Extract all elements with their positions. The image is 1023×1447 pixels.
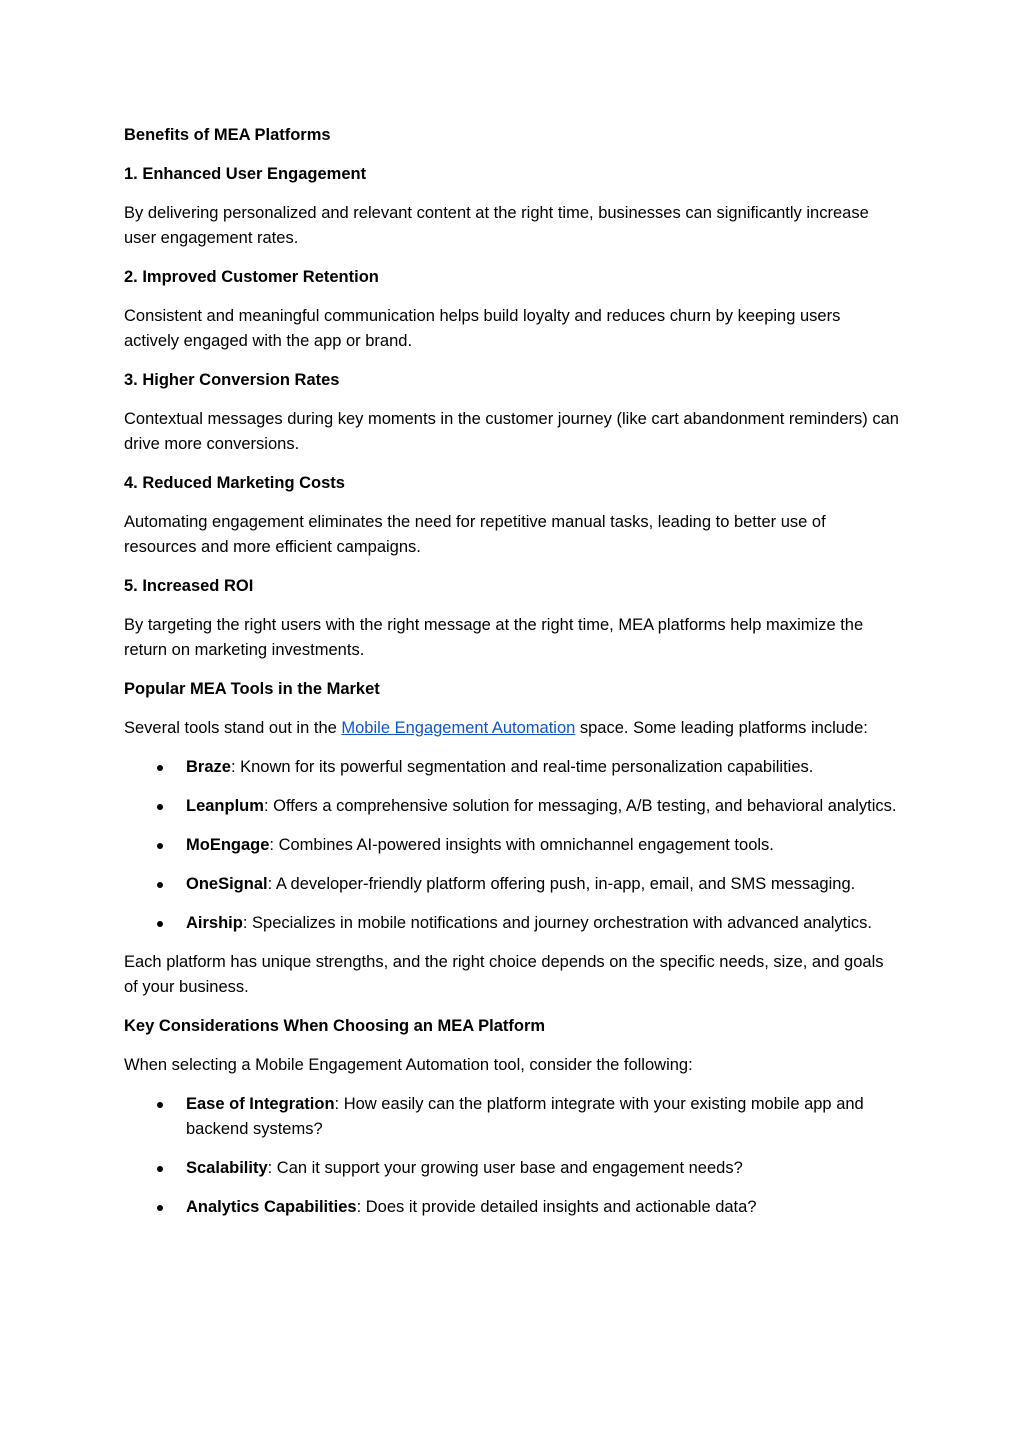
bullet-icon (157, 765, 163, 771)
bullet-icon (157, 1205, 163, 1211)
tool-name: Airship (186, 914, 243, 932)
list-item (124, 1195, 899, 1220)
considerations-list (124, 1092, 899, 1220)
tools-outro: Each platform has unique strengths, and the right choice depends on the specific needs, size, and goals of your business. (124, 953, 884, 996)
benefit-text-conversion: Contextual messages during key moments in the customer journey (like cart abandonment reminders) can drive more conversions. (124, 410, 899, 453)
list-item (124, 872, 899, 897)
benefit-text-retention: Consistent and meaningful communication helps build loyalty and reduces churn by keeping users actively engaged with the app or brand. (124, 307, 841, 350)
tools-intro (124, 716, 899, 741)
consideration-name: Scalability (186, 1159, 268, 1177)
tool-desc: : A developer-friendly platform offering push, in-app, email, and SMS messaging. (267, 875, 856, 893)
tool-name: Braze (186, 758, 231, 776)
tools-list (124, 755, 899, 936)
tool-desc: : Specializes in mobile notifications and journey orchestration with advanced analytics. (242, 914, 873, 932)
tools-intro-before: Several tools stand out in the (124, 719, 342, 737)
bullet-icon (157, 882, 163, 888)
list-item (124, 833, 899, 858)
document-page (124, 123, 899, 1234)
consideration-name: Analytics Capabilities (186, 1198, 357, 1216)
bullet-icon (157, 1102, 163, 1108)
bullet-icon (157, 804, 163, 810)
bullet-icon (157, 1166, 163, 1172)
consideration-desc: : Does it provide detailed insights and actionable data? (356, 1198, 757, 1216)
list-item (124, 755, 899, 780)
mobile-engagement-automation-link[interactable]: Mobile Engagement Automation (341, 719, 576, 737)
tool-name: OneSignal (186, 875, 268, 893)
list-item (124, 1092, 899, 1142)
benefit-heading-roi: 5. Increased ROI (124, 577, 254, 595)
benefit-text-engagement: By delivering personalized and relevant content at the right time, businesses can significantly increase user engagement rates. (124, 204, 869, 247)
benefit-heading-retention: 2. Improved Customer Retention (124, 268, 379, 286)
benefit-heading-conversion: 3. Higher Conversion Rates (124, 371, 340, 389)
consideration-desc: : Can it support your growing user base and engagement needs? (267, 1159, 743, 1177)
benefit-text-roi: By targeting the right users with the right message at the right time, MEA platforms help maximize the return on marketing investments. (124, 616, 864, 659)
list-item (124, 794, 899, 819)
tools-intro-after: space. Some leading platforms include: (575, 719, 868, 737)
tool-desc: : Offers a comprehensive solution for messaging, A/B testing, and behavioral analytics. (263, 797, 897, 815)
tool-desc: : Known for its powerful segmentation and real-time personalization capabilities. (230, 758, 814, 776)
consideration-name: Ease of Integration (186, 1095, 335, 1113)
bullet-icon (157, 921, 163, 927)
benefit-heading-costs: 4. Reduced Marketing Costs (124, 474, 345, 492)
tool-desc: : Combines AI-powered insights with omnichannel engagement tools. (269, 836, 774, 854)
section-heading-benefits: Benefits of MEA Platforms (124, 126, 331, 144)
section-heading-considerations: Key Considerations When Choosing an MEA Platform (124, 1017, 546, 1035)
tool-name: Leanplum (186, 797, 264, 815)
consideration-desc: : How easily can the platform integrate with your existing mobile app and backend systems? (186, 1095, 864, 1138)
benefit-heading-engagement: 1. Enhanced User Engagement (124, 165, 367, 183)
bullet-icon (157, 843, 163, 849)
considerations-intro: When selecting a Mobile Engagement Automation tool, consider the following: (124, 1056, 693, 1074)
list-item (124, 911, 899, 936)
section-heading-tools: Popular MEA Tools in the Market (124, 680, 380, 698)
benefit-text-costs: Automating engagement eliminates the need for repetitive manual tasks, leading to better use of resources and more efficient campaigns. (124, 513, 826, 556)
tool-name: MoEngage (186, 836, 270, 854)
list-item (124, 1156, 899, 1181)
